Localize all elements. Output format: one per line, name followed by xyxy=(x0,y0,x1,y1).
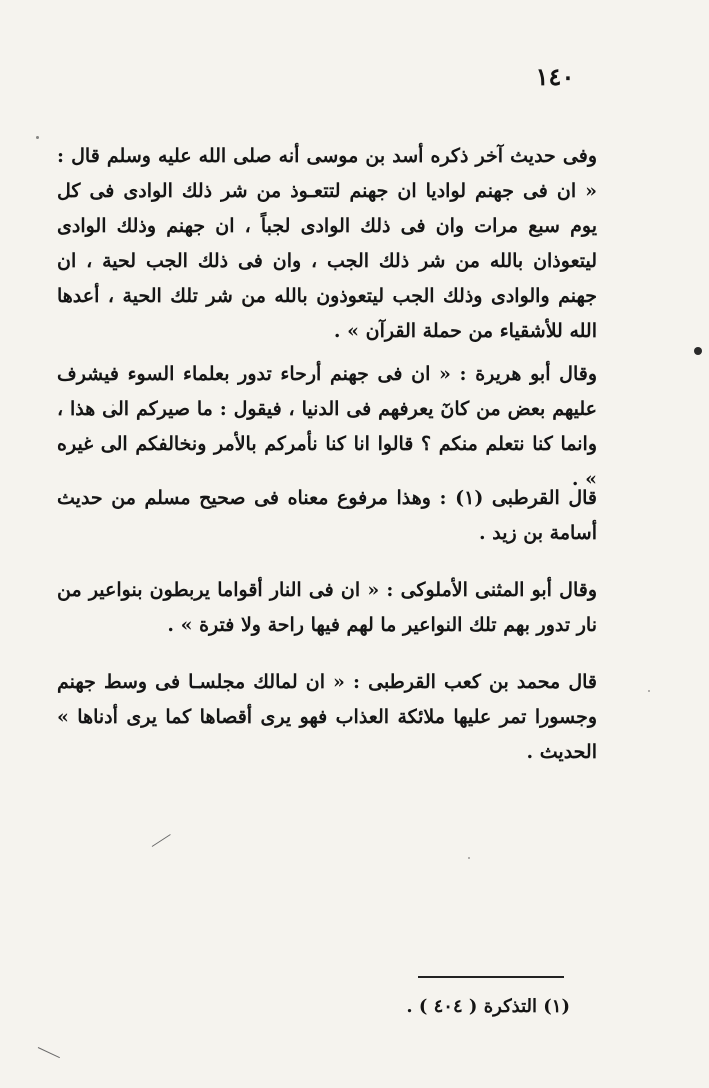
page-number: ١٤٠ xyxy=(535,62,575,91)
footnote-divider xyxy=(418,976,564,978)
scan-speck xyxy=(36,136,39,139)
footnote: (١) التذكرة ( ٤٠٤ ) . xyxy=(406,996,570,1017)
scan-speck xyxy=(648,690,650,692)
paragraph-2: وقال أبو هريرة : « ان فى جهنم أرحاء تدور بعلماء السوء فيشرف عليهم بعض من كانٓ يعرفهم فى الدنيا ، فيقول : ما صيركم الى هذا ، وانما كنا نتعلم منكم ؟ قالوا انا كنا نأمركم بالأمر ونخالفكم الى غيره » . xyxy=(57,363,597,490)
paragraph-1: وفى حديث آخر ذكره أسد بن موسى أنه صلى الله عليه وسلم قال : « ان فى جهنم لواديا ان جهنم لتتعـوذ من شر ذلك الوادى فى كل يوم سبع مرات وان فى ذلك الوادى لجباً ، ان جهنم وذلك الوادى ليتعوذان بالله من شر ذلك الجب ، وان فى ذلك الجب لحية ، ان جهنم والوادى وذلك الجب ليتعوذون بالله من شر تلك الحية ، أعدها الله للأشقياء من حملة القرآن » . xyxy=(57,145,597,342)
paragraph-3: قال القرطبى (١) : وهذا مرفوع معناه فى صحيح مسلم من حديث أسامة بن زيد . xyxy=(57,487,597,544)
scan-scratch xyxy=(38,1047,60,1058)
scan-scratch xyxy=(152,834,171,847)
scan-speck xyxy=(694,347,702,355)
paragraph-5: قال محمد بن كعب القرطبى : « ان لمالك مجلسـا فى وسط جهنم وجسورا تمر عليها ملائكة العذاب فهو يرى أقصاها كما يرى أدناها » الحديث . xyxy=(57,671,597,763)
scan-speck xyxy=(468,857,470,859)
paragraph-4: وقال أبو المثنى الأملوكى : « ان فى النار أقواما يربطون بنواعير من نار تدور بهم تلك النواعير ما لهم فيها راحة ولا فترة » . xyxy=(57,579,597,636)
